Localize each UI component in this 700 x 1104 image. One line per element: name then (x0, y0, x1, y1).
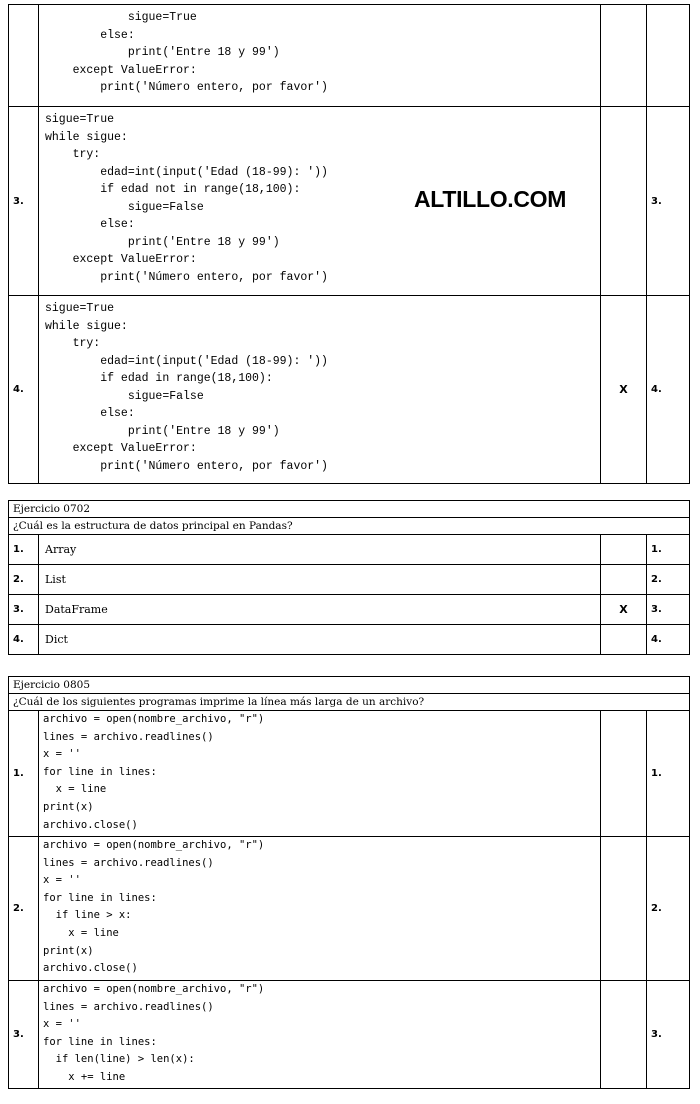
exercise-question: ¿Cuál de los siguientes programas imprime la línea más larga de un archivo? (9, 694, 690, 711)
option-row (9, 595, 690, 625)
option-number-right: 2. (646, 565, 689, 595)
previous-question-table (8, 4, 690, 484)
answer-mark: X (601, 296, 647, 484)
option-number: 3. (9, 981, 39, 1089)
answer-mark (600, 625, 646, 655)
exercise-title-row (9, 677, 690, 694)
option-number-right: 2. (646, 837, 689, 981)
option-row (9, 565, 690, 595)
option-number (9, 5, 39, 107)
exercise-question-row (9, 694, 690, 711)
exercise-question: ¿Cuál es la estructura de datos principal en Pandas? (9, 518, 690, 535)
exercise-title: Ejercicio 0702 (9, 501, 690, 518)
code-block: sigue=True else: print('Entre 18 y 99') except ValueError: print('Número entero, por favor') (39, 5, 601, 107)
exercise-0805-table (8, 676, 690, 1089)
option-number-right: 3. (646, 595, 689, 625)
option-text: Array (39, 535, 601, 565)
option-number-right: 4. (647, 296, 690, 484)
option-number: 3. (9, 595, 39, 625)
answer-mark (601, 107, 647, 296)
answer-mark (600, 981, 646, 1089)
code-block: archivo = open(nombre_archivo, "r") lines = archivo.readlines() x = '' for line in lines: if line > x: x = line print(x) archivo.close() (39, 837, 601, 981)
answer-mark (600, 711, 646, 837)
option-text: DataFrame (39, 595, 601, 625)
watermark-text: ALTILLO.COM (414, 186, 567, 212)
option-number: 4. (9, 625, 39, 655)
option-number: 4. (9, 296, 39, 484)
option-row (9, 837, 690, 981)
option-number: 2. (9, 837, 39, 981)
option-row (9, 535, 690, 565)
option-number-right: 4. (646, 625, 689, 655)
option-row (9, 107, 690, 296)
code-block: sigue=True while sigue: try: edad=int(input('Edad (18-99): ')) if edad in range(18,100): sigue=False else: print('Entre 18 y 99') except ValueError: print('Número entero, por favor') (39, 296, 601, 484)
answer-mark (601, 5, 647, 107)
code-block: sigue=True while sigue: try: edad=int(input('Edad (18-99): ')) if edad not in range(18,100): sigue=False else: print('Entre 18 y 99') except ValueError: print('Número entero, por favor') (39, 107, 601, 296)
option-number: 2. (9, 565, 39, 595)
exercise-title-row (9, 501, 690, 518)
option-number-right: 3. (646, 981, 689, 1089)
answer-mark (600, 565, 646, 595)
option-number: 1. (9, 711, 39, 837)
answer-mark (600, 837, 646, 981)
option-number: 1. (9, 535, 39, 565)
code-block: archivo = open(nombre_archivo, "r") lines = archivo.readlines() x = '' for line in lines: x = line print(x) archivo.close() (39, 711, 601, 837)
option-number-right: 1. (646, 535, 689, 565)
option-number-right (647, 5, 690, 107)
exercise-title: Ejercicio 0805 (9, 677, 690, 694)
answer-mark: X (600, 595, 646, 625)
option-text: List (39, 565, 601, 595)
option-row (9, 711, 690, 837)
exercise-0702-table (8, 500, 690, 655)
answer-mark (600, 535, 646, 565)
exercise-question-row (9, 518, 690, 535)
option-row (9, 625, 690, 655)
option-text: Dict (39, 625, 601, 655)
option-row (9, 296, 690, 484)
option-row (9, 981, 690, 1089)
option-row (9, 5, 690, 107)
option-number: 3. (9, 107, 39, 296)
code-block: archivo = open(nombre_archivo, "r") lines = archivo.readlines() x = '' for line in lines: if len(line) > len(x): x += line (39, 981, 601, 1089)
option-number-right: 1. (646, 711, 689, 837)
option-number-right: 3. (647, 107, 690, 296)
